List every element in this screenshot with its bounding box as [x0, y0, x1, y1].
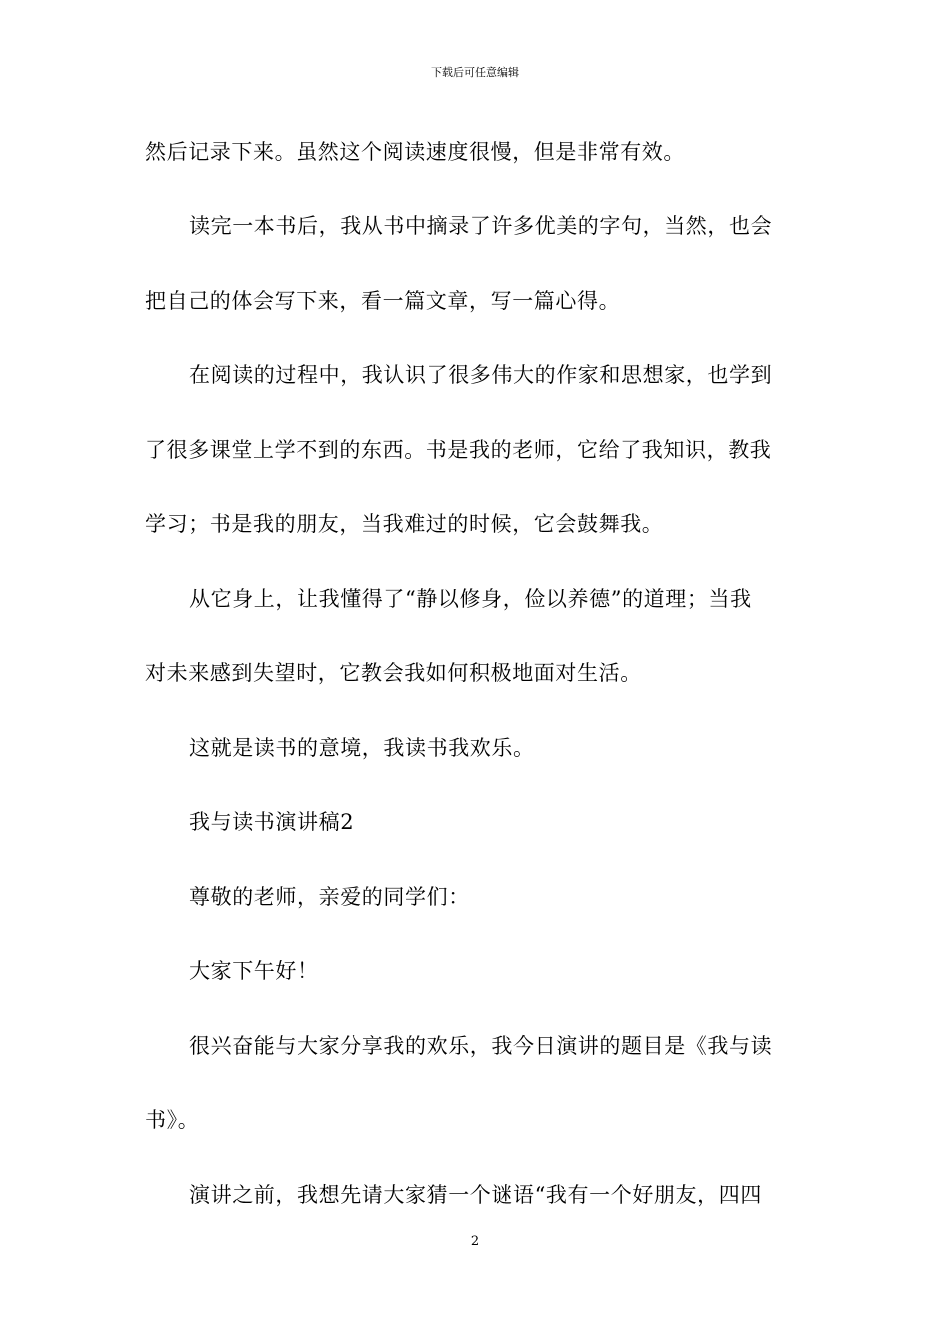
section-heading: 我与读书演讲稿2 [189, 810, 355, 834]
page-header: 下载后可任意编辑 [431, 66, 519, 79]
text-line: 书》。 [145, 1108, 200, 1132]
text-line: 尊敬的老师，亲爱的同学们： [189, 885, 470, 909]
text-line: 把自己的体会写下来，看一篇文章，写一篇心得。 [145, 289, 621, 313]
text-line: 这就是读书的意境，我读书我欢乐。 [189, 736, 535, 760]
text-line: 演讲之前，我想先请大家猜一个谜语“我有一个好朋友，四四 [189, 1183, 762, 1207]
text-line: 然后记录下来。虽然这个阅读速度很慢，但是非常有效。 [145, 140, 685, 164]
text-line: 大家下午好！ [189, 959, 319, 983]
text-line: 了很多课堂上学不到的东西。书是我的老师，它给了我知识，教我 [145, 438, 772, 462]
page-number: 2 [470, 1234, 480, 1249]
text-line: 在阅读的过程中，我认识了很多伟大的作家和思想家，也学到 [189, 363, 773, 387]
text-line: 读完一本书后，我从书中摘录了许多优美的字句，当然，也会 [189, 214, 773, 238]
text-line: 学习；书是我的朋友，当我难过的时候，它会鼓舞我。 [145, 512, 664, 536]
text-line: 从它身上，让我懂得了“静以修身，俭以养德”的道理；当我 [189, 587, 752, 611]
text-line: 对未来感到失望时，它教会我如何积极地面对生活。 [145, 661, 642, 685]
text-line: 很兴奋能与大家分享我的欢乐，我今日演讲的题目是《我与读 [189, 1034, 773, 1058]
